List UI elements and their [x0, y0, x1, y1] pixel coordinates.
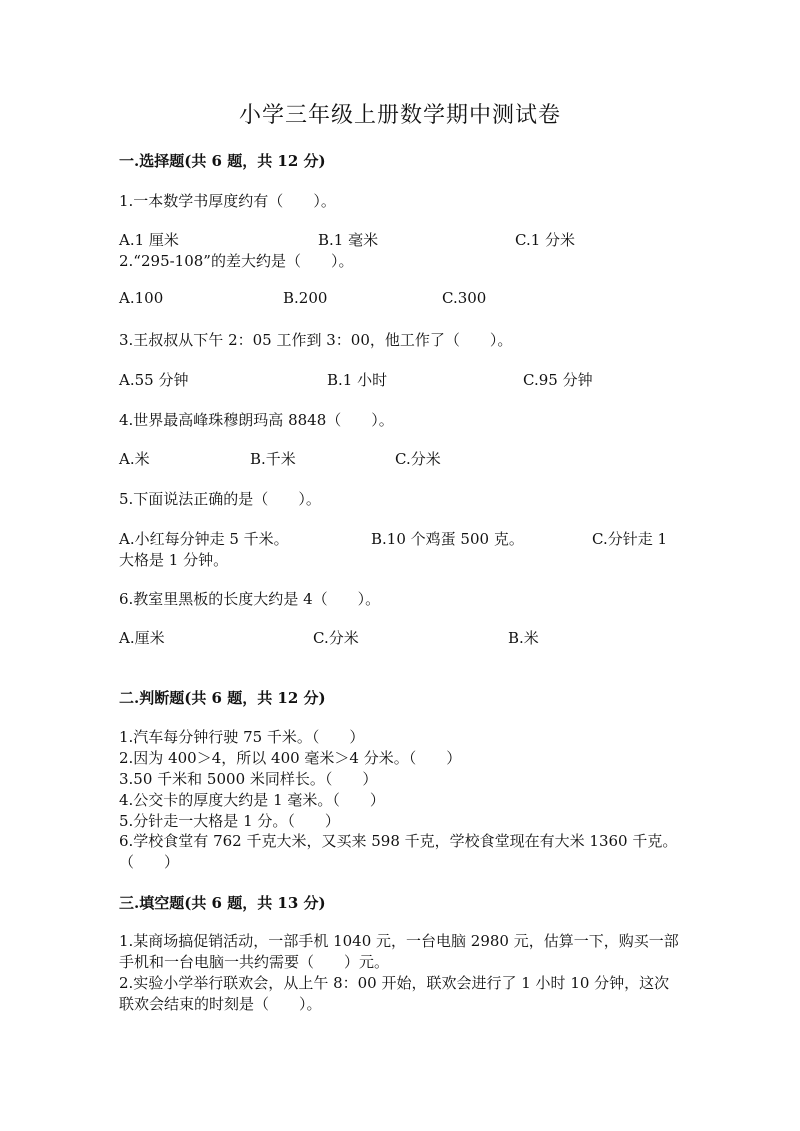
option-1b: B.1 毫米	[318, 231, 379, 249]
option-5c: C.分针走 1	[592, 530, 668, 548]
page-title: 小学三年级上册数学期中测试卷	[238, 103, 561, 128]
question-4: 4.世界最高峰珠穆朗玛高 8848（ ）。	[119, 411, 394, 429]
option-4a: A.米	[119, 450, 150, 468]
option-5b: B.10 个鸡蛋 500 克。	[371, 530, 524, 548]
option-2a: A.100	[119, 289, 164, 307]
section-heading-choice: 一.选择题(共 6 题，共 12 分)	[119, 152, 326, 170]
option-1c: C.1 分米	[515, 231, 576, 249]
fill-item-1: 1.某商场搞促销活动，一部手机 1040 元，一台电脑 2980 元，估算一下，购买一部手机和一台电脑一共约需要（ ）元。	[119, 932, 679, 971]
question-5: 5.下面说法正确的是（ ）。	[119, 490, 321, 508]
judge-item-2: 2.因为 400＞4，所以 400 毫米＞4 分米。（ ）	[119, 749, 462, 767]
section-heading-judge: 二.判断题(共 6 题，共 12 分)	[119, 689, 326, 707]
judge-item-6: 6.学校食堂有 762 千克大米，又买来 598 千克，学校食堂现在有大米 1360 千克。（ ）	[119, 832, 678, 871]
option-4c: C.分米	[395, 450, 441, 468]
option-5c-continued: 大格是 1 分钟。	[119, 551, 229, 569]
option-1a: A.1 厘米	[119, 231, 179, 249]
option-5a: A.小红每分钟走 5 千米。	[119, 530, 289, 548]
judge-item-1: 1.汽车每分钟行驶 75 千米。（ ）	[119, 728, 365, 746]
option-3a: A.55 分钟	[119, 371, 189, 389]
question-1: 1.一本数学书厚度约有（ ）。	[119, 192, 336, 210]
question-2: 2.“295-108”的差大约是（ ）。	[119, 252, 354, 270]
option-2b: B.200	[283, 289, 328, 307]
option-6b: B.米	[508, 629, 539, 647]
judge-item-3: 3.50 千米和 5000 米同样长。（ ）	[119, 770, 378, 788]
judge-item-4: 4.公交卡的厚度大约是 1 毫米。（ ）	[119, 791, 385, 809]
judge-item-5: 5.分针走一大格是 1 分。（ ）	[119, 812, 340, 830]
question-3: 3.王叔叔从下午 2：05 工作到 3：00，他工作了（ ）。	[119, 331, 513, 349]
fill-item-2: 2.实验小学举行联欢会，从上午 8：00 开始，联欢会进行了 1 小时 10 分钟，这次联欢会结束的时刻是（ ）。	[119, 974, 670, 1013]
question-6: 6.教室里黑板的长度大约是 4（ ）。	[119, 590, 381, 608]
option-3c: C.95 分钟	[523, 371, 593, 389]
option-3b: B.1 小时	[327, 371, 388, 389]
section-heading-fill: 三.填空题(共 6 题，共 13 分)	[119, 894, 326, 912]
option-6c: C.分米	[313, 629, 359, 647]
option-6a: A.厘米	[119, 629, 165, 647]
option-2c: C.300	[442, 289, 487, 307]
option-4b: B.千米	[250, 450, 296, 468]
